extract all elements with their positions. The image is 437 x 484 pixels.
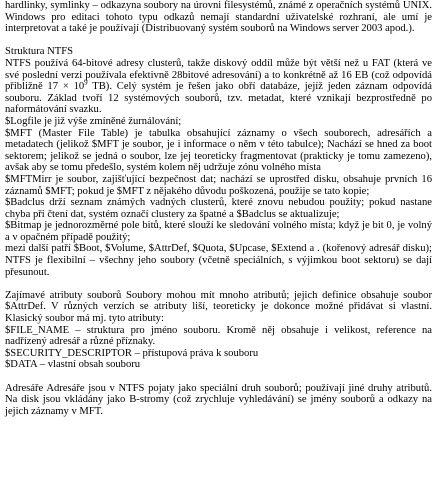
text-line: $Bitmap je jednorozměrné pole bitů, které slouží ke sledování volného místa; když je bit 0, je volný a v opačném případě použitý; [5,220,432,243]
paragraph-directories [5,383,432,418]
text-line: NTFS používá 64-bitové adresy clusterů, takže diskový oddíl může být větší než u FAT (která ve své poslední verzi používala efektivně 28bitové adresování) a to konkrétně až 16 EB (což odpovídá přibližně $17 \times 10^9$ TB). Celý systém je řešen jako obří databáze, jejíž jeden záznam odpovídá souboru. Základ tvoří 12 systémových souborů, tzv. metadat, které vznikají bezprostředně po naformátování svazku. [5,57,432,116]
paragraph-gap [5,371,432,383]
paragraph-gap [5,278,432,290]
paragraph-structure [5,46,432,278]
text-line: Zajímavé atributy souborů Soubory mohou mít mnoho atributů; jejich definice obsahuje soubor $AttrDef. V různých verzích se atributy liší, teoreticky je dokonce možné přidávat si vlastní. Klasický soubor má mj. tyto atributy: [5,289,432,325]
text-line: $Logfile je již výše zmíněné žurnálování; [5,115,182,127]
text-line: $SECURITY_DESCRIPTOR – přístupová práva k souboru [5,347,259,359]
text-line: $MFT (Master File Table) je tabulka obsahující záznamy o všech souborech, adresářích a metadatech (jelikož $MFT je soubor, je i informace o něm v této tabulce); Nachází se hned za boot sektorem; jelikož se jedná o soubor, lze jej teoreticky fragmentovat (prakticky je tomu zamezeno), avšak aby se tomu předešlo, systém kolem něj udržuje zónu volného místa [5,127,432,174]
text-line: $DATA – vlastní obsah souboru [5,359,141,371]
text-line: Adresáře Adresáře jsou v NTFS pojaty jako speciální druh souborů; používají jiné druhy atributů. Na disk jsou vkládány jako B-stromy (což zrychluje vyhledávání) se jmény souborů a odkazy na jejich záznamy v MFT. [5,382,432,417]
text-line: $Badclus drží seznam známých vadných clusterů, které znovu nebudou použity; pokud nastane chyba při čtení dat, systém označí clustery za špatné a $Badclus se aktualizuje; [5,197,432,220]
text-line: $FILE_NAME – struktura pro jméno souboru. Kromě něj obsahuje i velikost, reference na nadřízený adresář a různé příznaky. [5,324,432,348]
text-line: mezi další patří $Boot, $Volume, $AttrDef, $Quota, $Upcase, $Extend a . (kořenový adresář disku); NTFS je flexibilní – všechny jeho soubory (včetně speciálních, s výjimkou boot sektoru) se dají přesunout. [5,243,432,278]
paragraph-intro [5,0,432,35]
text-line: $MFTMirr je soubor, zajišťující bezpečnost dat; nachází se uprostřed disku, obsahuje prvních 16 záznamů $MFT; pokud je $MFT z nějakého důvodu poškozená, použije se tato kopie; [5,173,432,197]
paragraph-gap [5,35,432,47]
text-line: hardlinky, symlinky – odkazyna soubory na úrovni filesystémů, známé z operačních systémů UNIX. Windows pro editaci tohoto typu odkazů nemají standardní uživatelské rozhraní, ale umí je interpretovat a také je používají (Distribuovaný systém souborů na Windows server 2003 apod.). [5,0,432,35]
text-line: Struktura NTFS [5,46,73,58]
paragraph-attributes [5,290,432,371]
